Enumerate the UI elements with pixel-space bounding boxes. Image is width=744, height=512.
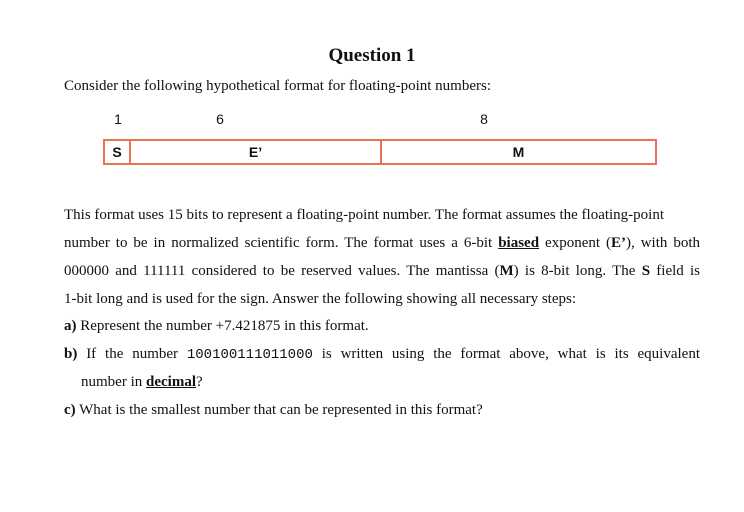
bit-count-exponent: 6 (216, 111, 224, 127)
question-title: Question 1 (328, 45, 416, 66)
exponent-field-box (129, 139, 382, 165)
intro-text: Consider the following hypothetical format for floating-point numbers: (64, 78, 491, 94)
body-line-3: 000000 and 111111 considered to be reserved values. The mantissa (M) is 8-bit long. The S field is (64, 263, 701, 279)
sign-field-box (103, 139, 131, 165)
bit-count-sign: 1 (114, 111, 122, 127)
sign-field-label: S (112, 144, 122, 160)
exponent-field-label: E’ (248, 144, 263, 160)
bit-count-mantissa: 8 (480, 111, 488, 127)
mantissa-field-label: M (512, 144, 525, 160)
question-c: c) What is the smallest number that can be represented in this format? (64, 402, 483, 418)
body-line-1: This format uses 15 bits to represent a floating-point number. The format assumes the floating-point (64, 207, 665, 223)
question-a: a) Represent the number +7.421875 in this format. (64, 318, 369, 334)
biased-term: biased (498, 235, 540, 251)
binary-number: 100100111011000 (186, 347, 313, 363)
body-line-2: number to be in normalized scientific form. The format uses a 6-bit biased exponent (E’), with both (64, 235, 701, 251)
body-line-4: 1-bit long and is used for the sign. Answer the following showing all necessary steps: (64, 291, 577, 307)
mantissa-field-box (380, 139, 657, 165)
decimal-term: decimal (146, 374, 196, 390)
question-b-line-2: number in decimal? (81, 374, 203, 390)
question-b: b) If the number 100100111011000 is written using the format above, what is its equivalent (64, 346, 700, 363)
